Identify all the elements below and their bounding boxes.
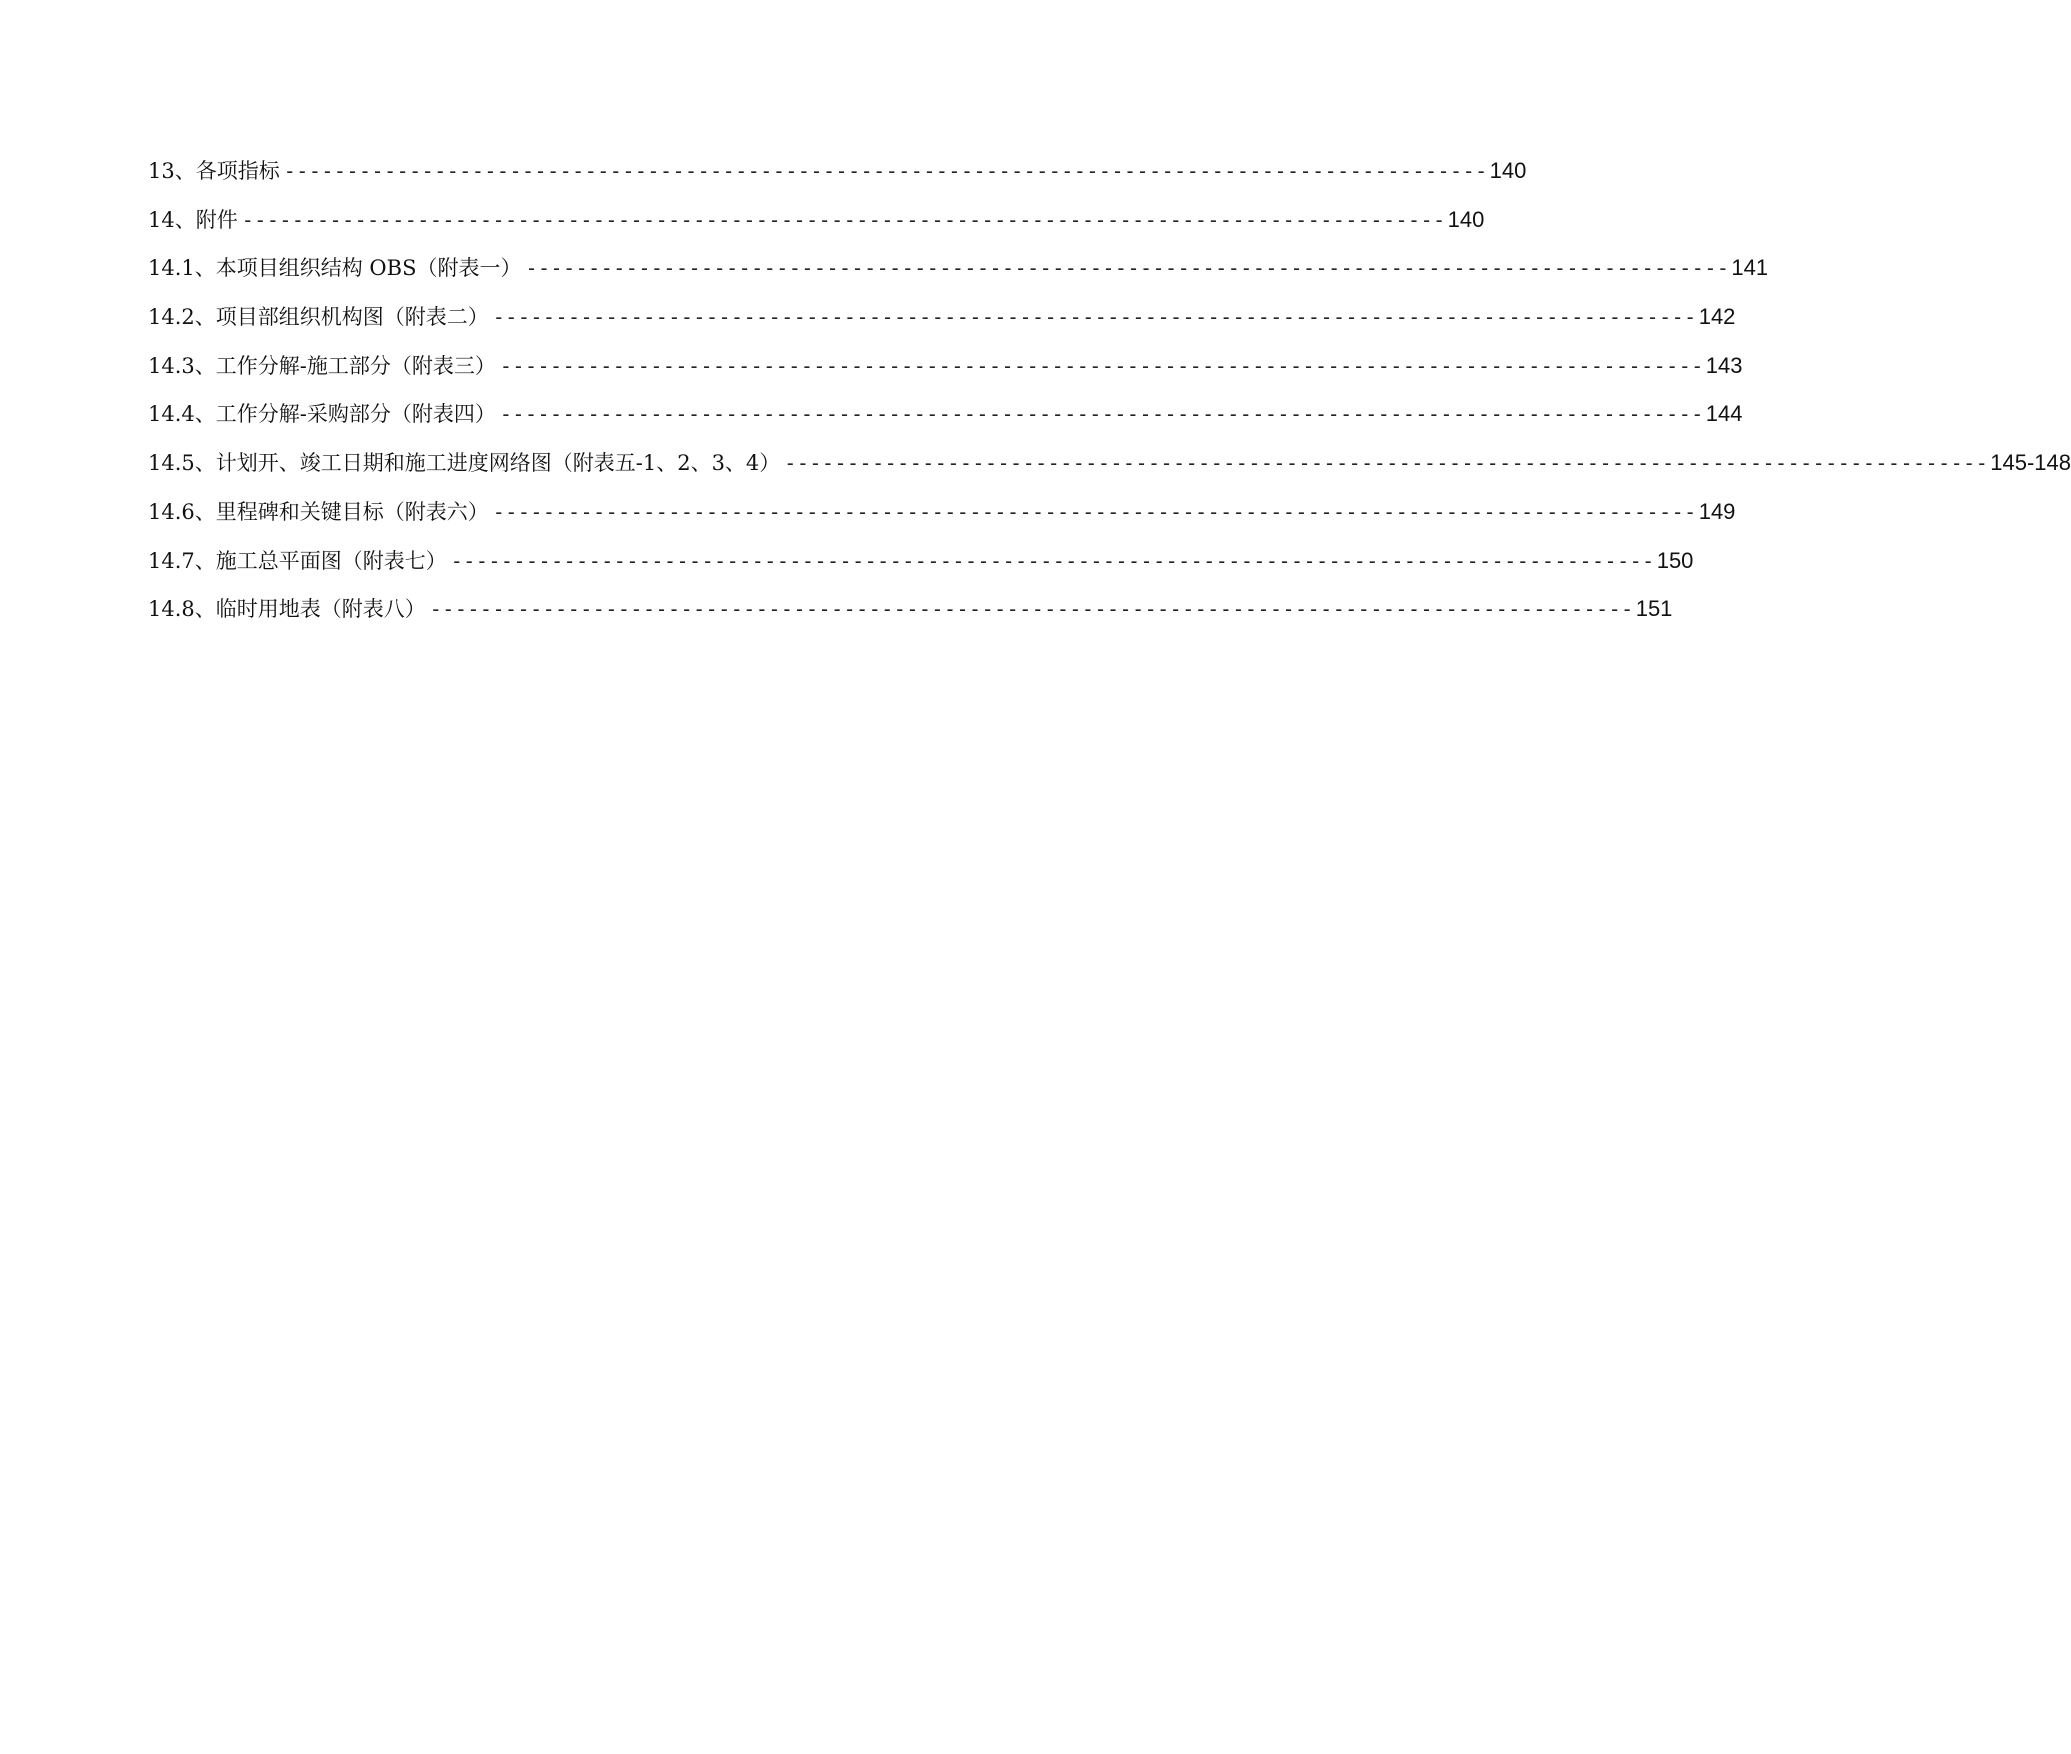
toc-entry	[148, 447, 2071, 496]
toc-entry	[148, 545, 1694, 594]
toc-entry-label: 14.4、工作分解-采购部分（附表四）	[148, 402, 496, 427]
toc-leader-dashes: ------------------------------------------------------------------------------------------------	[450, 548, 1655, 573]
toc-leader-dashes: ------------------------------------------------------------------------------------------------	[429, 597, 1634, 622]
toc-entry-label: 14.2、项目部组织机构图（附表二）	[148, 305, 489, 330]
toc-entry	[148, 252, 1769, 301]
toc-entry-label: 14.8、临时用地表（附表八）	[148, 597, 426, 622]
toc-entry-label: 14.7、施工总平面图（附表七）	[148, 548, 447, 573]
toc-entry-page: 140	[1489, 158, 1527, 183]
toc-leader-dashes: ------------------------------------------------------------------------------------------------	[525, 256, 1730, 281]
toc-entry	[148, 155, 1527, 204]
toc-entry-page: 149	[1698, 498, 1736, 524]
toc-entry	[148, 496, 1736, 545]
table-of-contents	[148, 155, 2071, 642]
toc-entry	[148, 301, 1736, 350]
toc-entry-page: 150	[1656, 547, 1694, 573]
toc-entry-page: 142	[1698, 304, 1736, 330]
toc-leader-dashes: ------------------------------------------------------------------------------------------------	[784, 451, 1989, 476]
toc-leader-dashes: ------------------------------------------------------------------------------------------------	[283, 159, 1488, 183]
toc-entry-page: 141	[1731, 255, 1769, 281]
toc-entry-label: 14、附件	[148, 207, 238, 232]
toc-entry-page: 140	[1447, 206, 1485, 232]
toc-entry-page: 145-148	[1990, 450, 2071, 476]
toc-leader-dashes: ------------------------------------------------------------------------------------------------	[492, 499, 1697, 524]
toc-entry-page: 144	[1705, 401, 1743, 427]
toc-leader-dashes: ------------------------------------------------------------------------------------------------	[492, 305, 1697, 330]
toc-entry	[148, 398, 1743, 447]
toc-entry-page: 151	[1635, 596, 1673, 622]
toc-entry-label: 14.5、计划开、竣工日期和施工进度网络图（附表五-1、2、3、4）	[148, 451, 781, 476]
toc-entry-label: 14.6、里程碑和关键目标（附表六）	[148, 499, 489, 524]
toc-leader-dashes: ------------------------------------------------------------------------------------------------	[499, 402, 1704, 427]
toc-leader-dashes: ------------------------------------------------------------------------------------------------	[499, 353, 1704, 378]
toc-entry-label: 13、各项指标	[148, 159, 280, 183]
toc-entry	[148, 593, 1673, 642]
toc-entry-page: 143	[1705, 352, 1743, 378]
toc-entry-label: 14.1、本项目组织结构 OBS（附表一）	[148, 256, 522, 281]
toc-entry	[148, 204, 1485, 253]
toc-entry	[148, 350, 1743, 399]
toc-entry-label: 14.3、工作分解-施工部分（附表三）	[148, 353, 496, 378]
toc-leader-dashes: ------------------------------------------------------------------------------------------------	[241, 207, 1446, 232]
